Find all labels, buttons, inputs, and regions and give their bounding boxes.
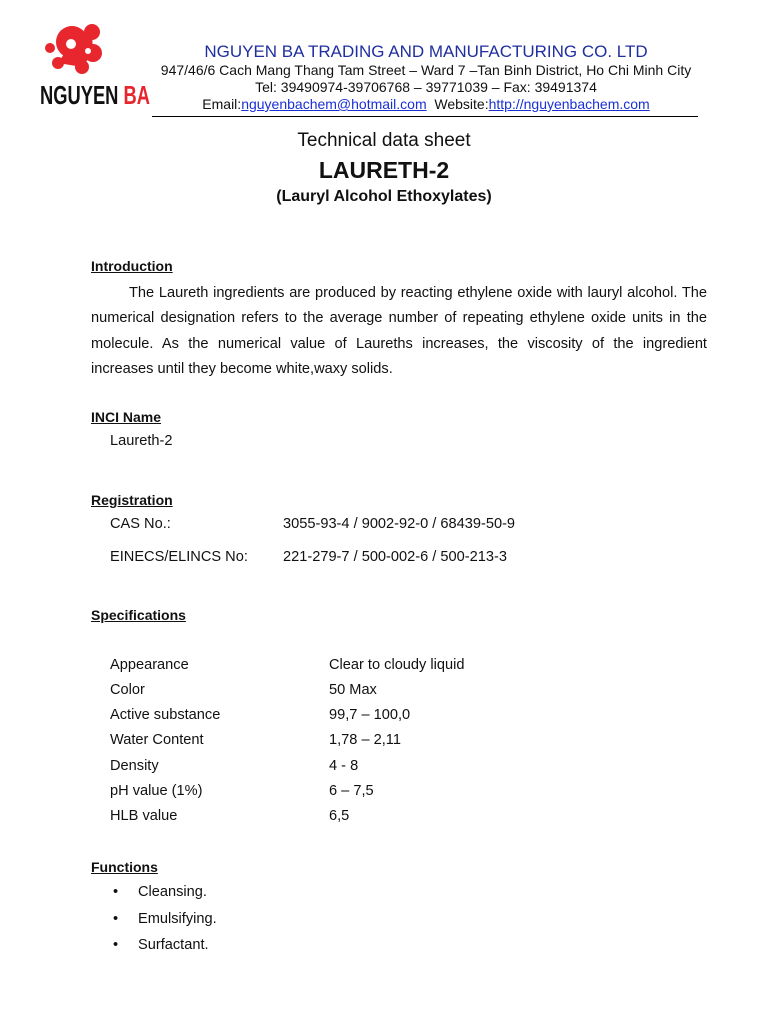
spec-value-appearance: Clear to cloudy liquid — [329, 657, 465, 673]
cas-label: CAS No.: — [110, 516, 171, 532]
email-label: Email: — [202, 96, 242, 112]
product-subtitle: (Lauryl Alcohol Ethoxylates) — [276, 188, 492, 205]
company-phone-fax: Tel: 39490974-39706768 – 39771039 – Fax: 39491374 — [255, 79, 597, 95]
spec-label-water-content: Water Content — [110, 732, 204, 748]
bullet-icon: • — [113, 937, 119, 953]
spec-label-hlb-value: HLB value — [110, 808, 178, 824]
company-contact — [150, 96, 702, 112]
einecs-value: 221-279-7 / 500-002-6 / 500-213-3 — [283, 549, 507, 565]
product-title: LAURETH-2 — [318, 157, 450, 183]
spec-label-active-substance: Active substance — [110, 707, 221, 723]
email-link[interactable]: nguyenbachem@hotmail.com — [241, 96, 427, 112]
function-item-cleansing: Cleansing. — [138, 884, 207, 900]
spec-label-ph-value: pH value (1%) — [110, 783, 203, 799]
registration-heading: Registration — [91, 492, 173, 508]
spec-value-ph-value: 6 – 7,5 — [329, 783, 374, 799]
logo-word-ba: B — [123, 80, 143, 110]
introduction-text: The Laureth ingredients are produced by reacting ethylene oxide with lauryl alcohol. The numerical designation refers to the average number of repeating ethylene oxide units in the molecule. As the numerical value of Laureths increases, the viscosity of the ingredient increases until they become white,waxy solids. — [91, 285, 707, 377]
functions-heading: Functions — [91, 859, 158, 875]
function-item-surfactant: Surfactant. — [138, 937, 209, 953]
spec-value-hlb-value: 6,5 — [329, 808, 350, 824]
introduction-heading: Introduction — [91, 258, 173, 274]
spec-label-density: Density — [110, 758, 159, 774]
einecs-label: EINECS/ELINCS No: — [110, 549, 248, 565]
spec-value-water-content: 1,78 – 2,11 — [329, 732, 401, 748]
specifications-heading: Specifications — [91, 607, 186, 623]
document-type: Technical data sheet — [297, 130, 471, 151]
company-name: NGUYEN BA TRADING AND MANUFACTURING CO. LTD — [204, 42, 648, 61]
company-logo — [36, 18, 156, 112]
spec-value-color: 50 Max — [329, 682, 377, 698]
cas-value: 3055-93-4 / 9002-92-0 / 68439-50-9 — [283, 516, 516, 532]
header-divider — [152, 116, 698, 117]
spec-value-density: 4 - 8 — [329, 758, 359, 774]
function-item-emulsifying: Emulsifying. — [138, 911, 217, 927]
website-link[interactable]: http://nguyenbachem.com — [488, 96, 650, 112]
logo-word-nguyen: NGUYEN — [40, 80, 156, 110]
bullet-icon: • — [113, 911, 119, 927]
company-address: 947/46/6 Cach Mang Thang Tam Street – Ward 7 –Tan Binh District, Ho Chi Minh City — [160, 62, 692, 78]
inci-heading: INCI Name — [91, 409, 162, 425]
spec-value-active-substance: 99,7 – 100,0 — [329, 707, 411, 723]
website-label: Website: — [434, 96, 489, 112]
spec-label-appearance: Appearance — [110, 657, 189, 673]
inci-value: Laureth-2 — [110, 433, 173, 449]
svg-text:NGUYEN BA — [40, 80, 156, 110]
bullet-icon: • — [113, 884, 119, 900]
spec-label-color: Color — [110, 682, 145, 698]
